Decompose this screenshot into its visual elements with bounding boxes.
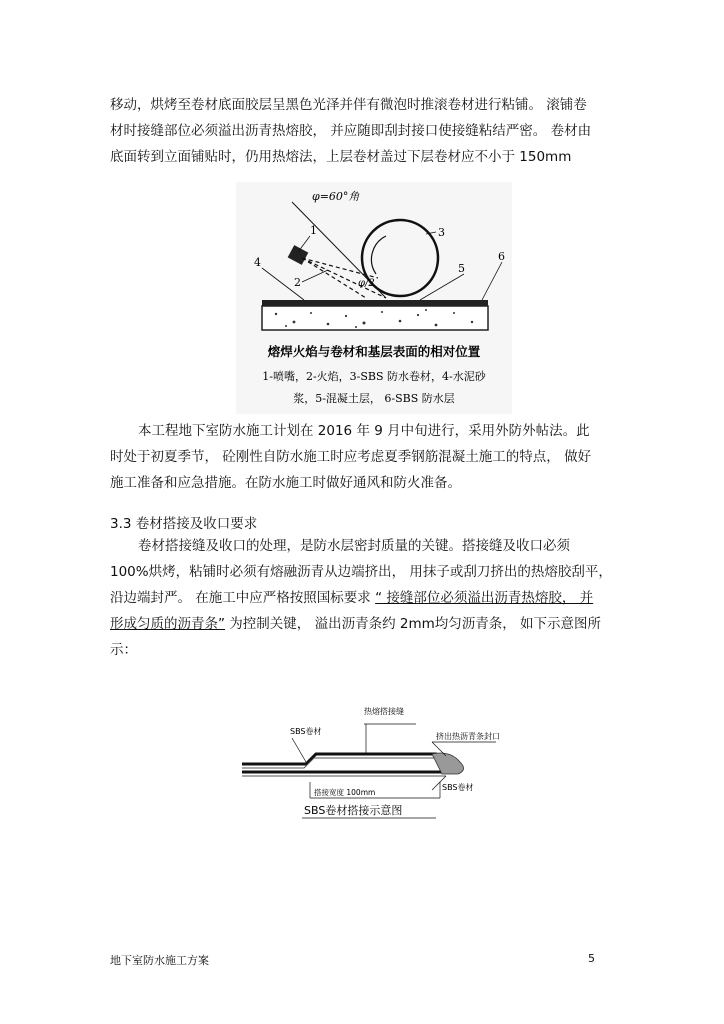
angle-label: φ=60°角 [312,190,360,203]
label-overlap-width: 搭接宽度 100mm [314,788,376,797]
torch-nozzle [288,245,309,265]
label-sbs-lower: SBS卷材 [442,783,474,792]
underlined-quote: 形成匀质的沥青条” [110,616,225,632]
figure-caption: SBS卷材搭接示意图 [304,804,403,817]
text-line: 施工准备和应急措施。在防水施工时做好通风和防火准备。 [110,475,461,491]
paragraph-2 [110,418,620,496]
footer-title: 地下室防水施工方案 [110,954,209,967]
callout-4: 4 [254,256,261,269]
label-hot-melt-seam: 热熔搭接缝 [364,707,404,716]
paragraph-1 [110,92,620,170]
callout-3: 3 [438,226,445,239]
text-line [110,611,620,637]
torch-position-figure [236,182,512,414]
text-line: 移动，烘烤至卷材底面胶层呈黑色光泽并伴有微泡时推滚卷材进行粘铺。 滚铺卷 [110,97,587,113]
text-line: 时处于初夏季节， 砼刚性自防水施工时应考虑夏季钢筋混凝土施工的特点， 做好 [110,449,592,465]
torch-diagram [236,182,512,414]
upper-membrane [242,754,448,768]
callout-2: 2 [294,276,301,289]
figure-legend-line-2: 浆，5-混凝土层， 6-SBS 防水层 [293,392,455,405]
underlined-quote: “ 接缝部位必须溢出沥青热熔胶， 并 [375,590,594,606]
section-heading: 3.3 卷材搭接及收口要求 [110,516,258,532]
text-segment: 沿边端封严。 在施工中应严格按照国标要求 [110,590,376,606]
text-line: 卷材搭接缝及收口的处理，是防水层密封质量的关键。搭接缝及收口必须 [138,538,570,554]
label-sbs-upper: SBS卷材 [290,727,322,736]
flame-line [302,258,378,278]
figure-legend-line-1: 1-喷嘴，2-火焰，3-SBS 防水卷材，4-水泥砂 [262,370,486,383]
text-line [110,585,620,611]
concrete-layer [262,306,488,330]
callout-5: 5 [458,262,465,275]
overlap-diagram-figure [236,698,526,824]
callout-1: 1 [310,224,317,237]
page-number: 5 [588,952,595,965]
text-line: 底面转到立面铺贴时，仍用热熔法，上层卷材盖过下层卷材应不小于 150mm [110,149,572,165]
label-bitumen-seal: 挤出热沥青条封口 [436,732,500,741]
half-angle-label: φ/2 [358,278,375,289]
overlap-diagram [236,698,526,824]
callout-6: 6 [498,250,505,263]
sbs-membrane-layer [262,300,488,306]
text-segment: 为控制关键， 溢出沥青条约 2mm均匀沥青条， 如下示意图所 [225,616,602,632]
text-line: 材时接缝部位必须溢出沥青热熔胶， 并应随即刮封接口使接缝粘结严密。 卷材由 [110,123,592,139]
figure-caption: 熔焊火焰与卷材和基层表面的相对位置 [267,344,481,359]
text-line: 示： [110,642,137,658]
paragraph-3 [110,533,620,663]
text-line: 本工程地下室防水施工计划在 2016 年 9 月中旬进行，采用外防外帖法。此 [138,423,590,439]
text-line: 100%烘烤，粘铺时必须有熔融沥青从边端挤出， 用抹子或刮刀挤出的热熔胶刮平， [110,564,612,580]
